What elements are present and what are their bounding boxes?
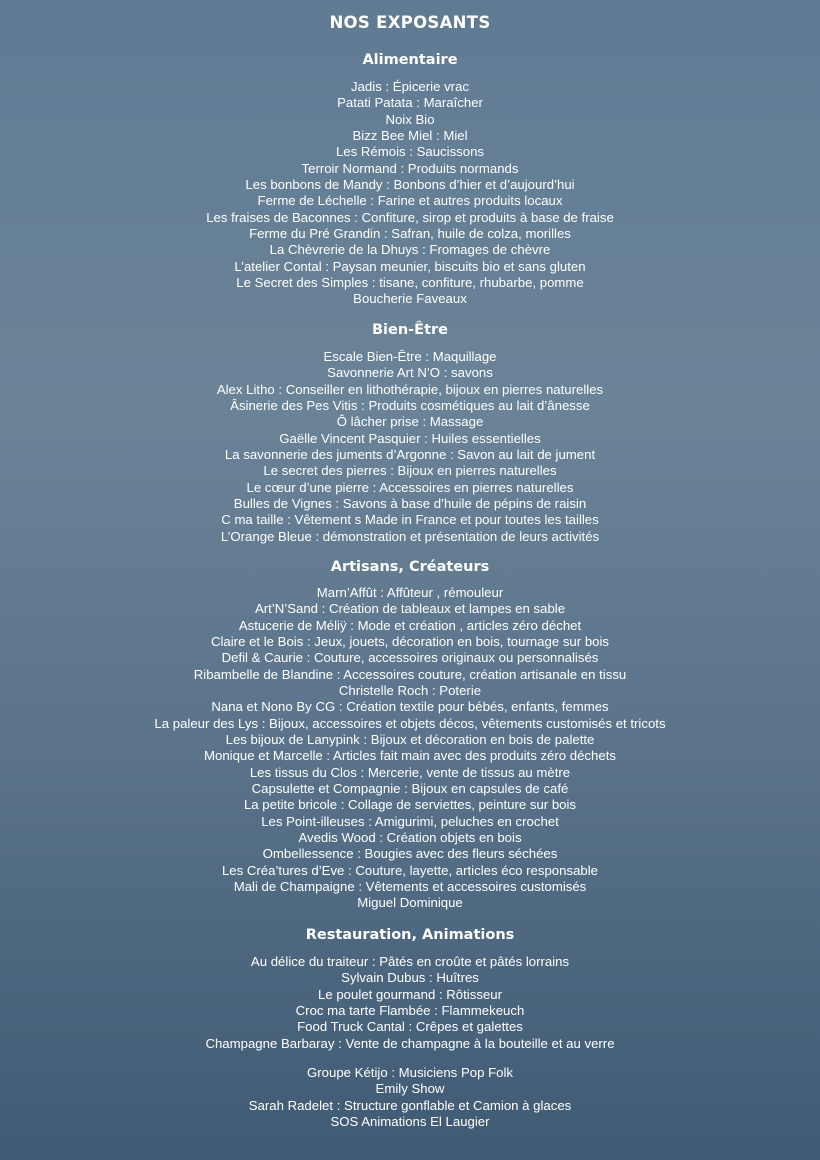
- list-item: Les bonbons de Mandy : Bonbons d’hier et d’aujourd’hui: [245, 177, 575, 193]
- page-title: NOS EXPOSANTS: [329, 13, 491, 32]
- list-item: Monique et Marcelle : Articles fait main avec des produits zéro déchets: [204, 748, 616, 764]
- list-item: Astucerie de Méliÿ : Mode et création , articles zéro déchet: [238, 617, 582, 633]
- list-item: La petite bricole : Collage de serviettes, peinture sur bois: [243, 797, 577, 813]
- section-title: Restauration, Animations: [305, 926, 515, 943]
- section-artisans-createurs: [0, 556, 820, 912]
- list-item: La Chèvrerie de la Dhuys : Fromages de chèvre: [269, 242, 551, 258]
- list-item: Christelle Roch : Poterie: [338, 683, 482, 698]
- animations-list: [0, 1065, 820, 1130]
- list-item: Noix Bio: [385, 111, 435, 127]
- list-item: Patati Patata : Maraîcher: [337, 95, 483, 111]
- list-item: Les fraises de Baconnes : Confiture, sirop et produits à base de fraise: [206, 209, 614, 225]
- section-bien-etre: [0, 319, 820, 545]
- list-item: Defil & Caurie : Couture, accessoires originaux ou personnalisés: [221, 650, 599, 666]
- list-item: Le cœur d’une pierre : Accessoires en pierres naturelles: [246, 479, 574, 495]
- section-restauration-animations: [0, 924, 820, 1130]
- list-item: Miguel Dominique: [357, 895, 463, 911]
- list-item: Claire et le Bois : Jeux, jouets, décoration en bois, tournage sur bois: [210, 633, 610, 649]
- list-item: Les Créa’tures d’Eve : Couture, layette, articles éco responsable: [221, 862, 599, 878]
- exhibitor-list: [0, 79, 820, 308]
- list-item: Le secret des pierres : Bijoux en pierres naturelles: [263, 463, 557, 479]
- list-spacer: [0, 1052, 820, 1065]
- list-item: Marn’Affût : Affûteur , rémouleur: [316, 584, 504, 600]
- list-item: Les Rémois : Saucissons: [335, 144, 485, 160]
- list-item: Ferme du Pré Grandin : Safran, huile de colza, morilles: [249, 226, 571, 242]
- list-item: Mali de Champaigne : Vêtements et accessoires customisés: [233, 879, 587, 895]
- list-item: Bulles de Vignes : Savons à base d’huile de pépins de raisin: [233, 495, 587, 511]
- list-item: L’atelier Contal : Paysan meunier, biscuits bio et sans gluten: [234, 258, 586, 274]
- list-item: Champagne Barbaray : Vente de champagne à la bouteille et au verre: [205, 1035, 615, 1051]
- list-item: Les Point-illeuses : Amigurimi, peluches en crochet: [261, 813, 559, 829]
- list-item: Le poulet gourmand : Rôtisseur: [317, 986, 502, 1002]
- list-item: Âsinerie des Pes Vitis : Produits cosmétiques au lait d’ânesse: [230, 397, 590, 413]
- list-item: La savonnerie des juments d’Argonne : Savon au lait de jument: [224, 446, 596, 462]
- list-item: Capsulette et Compagnie : Bijoux en capsules de café: [251, 781, 569, 797]
- section-alimentaire: [0, 49, 820, 308]
- list-item: Nana et Nono By CG : Création textile pour bébés, enfants, femmes: [211, 699, 609, 715]
- section-title: Bien-Être: [371, 321, 449, 338]
- list-item: Savonnerie Art N’O : savons: [327, 365, 493, 381]
- list-item: Sarah Radelet : Structure gonflable et Camion à glaces: [248, 1097, 572, 1113]
- exhibitor-list: [0, 585, 820, 912]
- list-item: La paleur des Lys : Bijoux, accessoires et objets décos, vêtements customisés et tricots: [154, 715, 666, 731]
- list-item: Ribambelle de Blandine : Accessoires couture, création artisanale en tissu: [193, 666, 627, 682]
- list-item: Avedis Wood : Création objets en bois: [298, 830, 522, 846]
- list-item: SOS Animations El Laugier: [330, 1113, 490, 1129]
- list-item: Emily Show: [375, 1081, 445, 1097]
- list-item: Ô lâcher prise : Massage: [336, 414, 484, 430]
- list-item: Les bijoux de Lanypink : Bijoux et décoration en bois de palette: [225, 732, 595, 748]
- section-title: Alimentaire: [362, 52, 458, 68]
- list-item: Terroir Normand : Produits normands: [301, 160, 519, 176]
- list-item: Escale Bien-Être : Maquillage: [323, 348, 497, 364]
- list-item: Gaëlle Vincent Pasquier : Huiles essentielles: [279, 430, 541, 446]
- list-item: Sylvain Dubus : Huîtres: [341, 970, 479, 986]
- list-item: Ombellessence : Bougies avec des fleurs séchées: [262, 846, 558, 862]
- list-item: Boucherie Faveaux: [353, 291, 467, 307]
- list-item: Bizz Bee Miel : Miel: [352, 128, 468, 144]
- list-item: Art’N’Sand : Création de tableaux et lampes en sable: [254, 601, 566, 617]
- list-item: Jadis : Épicerie vrac: [351, 79, 469, 94]
- list-item: Croc ma tarte Flambée : Flammekeuch: [295, 1002, 525, 1018]
- list-item: Le Secret des Simples : tisane, confiture, rhubarbe, pomme: [236, 275, 584, 291]
- list-item: C ma taille : Vêtement s Made in France et pour toutes les tailles: [221, 512, 599, 528]
- exhibitor-list: [0, 349, 820, 545]
- exhibitor-list: [0, 954, 820, 1052]
- list-item: Alex Litho : Conseiller en lithothérapie, bijoux en pierres naturelles: [216, 381, 604, 397]
- section-title: Artisans, Créateurs: [330, 558, 490, 575]
- list-item: Food Truck Cantal : Crêpes et galettes: [297, 1019, 523, 1035]
- list-item: Ferme de Léchelle : Farine et autres produits locaux: [257, 193, 563, 209]
- list-item: Les tissus du Clos : Mercerie, vente de tissus au mètre: [249, 764, 571, 780]
- list-item: Groupe Kétijo : Musiciens Pop Folk: [307, 1064, 513, 1080]
- list-item: Au délice du traiteur : Pâtés en croûte et pâtés lorrains: [250, 953, 570, 969]
- list-item: L’Orange Bleue : démonstration et présentation de leurs activités: [220, 528, 600, 544]
